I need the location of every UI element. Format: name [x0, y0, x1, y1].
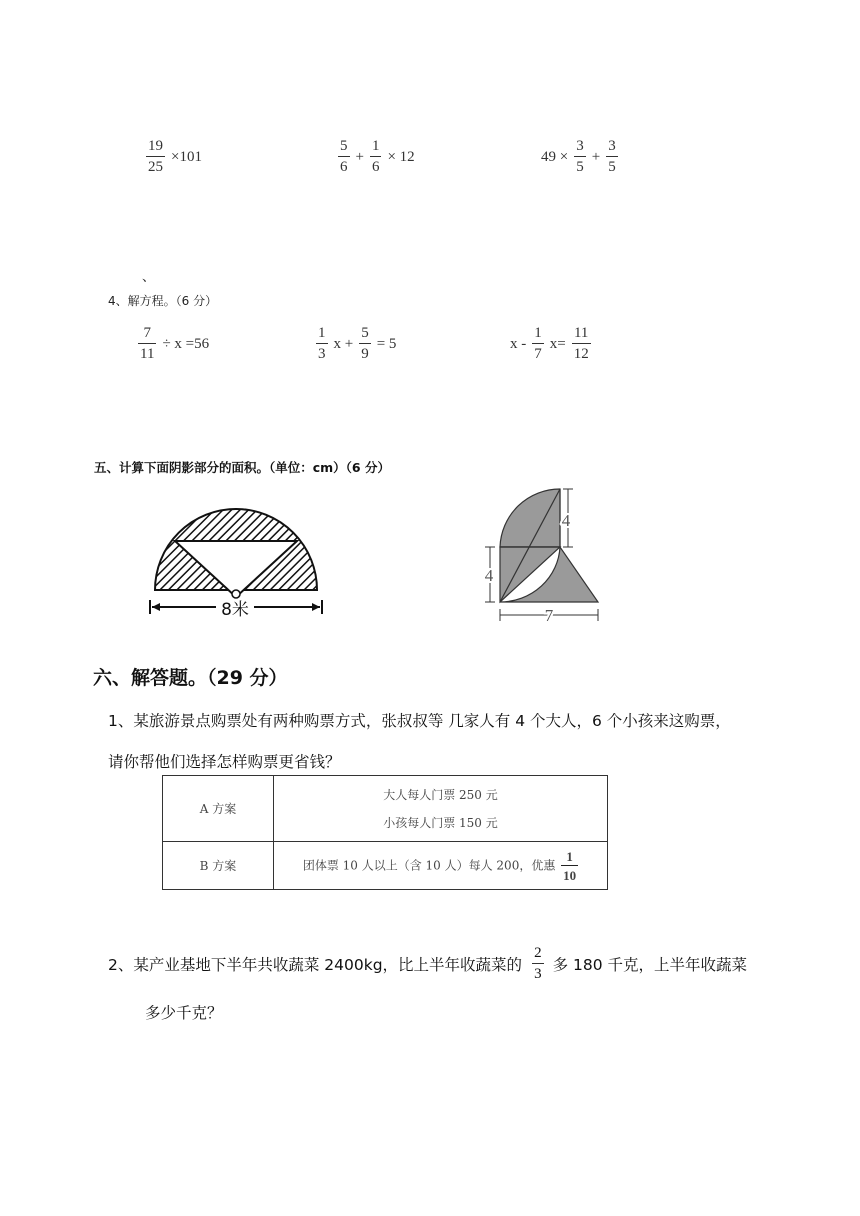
option-b-details: 团体票 10 人以上（含 10 人）每人 200，优惠 $\frac{1}{10}$: [274, 842, 608, 890]
dimension-label: 8米: [221, 600, 249, 620]
equation-2: $\frac{1}{3}$ x + $\frac{5}{9}$ = 5: [318, 325, 397, 362]
upper-quarter-circle: [500, 489, 560, 547]
stray-mark: 、: [142, 270, 156, 285]
fraction: $\frac{11}{12}$: [573, 325, 589, 362]
calc-expression-1: $\frac{19}{25}$ ×101: [148, 138, 202, 175]
discount-fraction: $\frac{1}{10}$: [563, 848, 577, 883]
equation-3: x - $\frac{1}{7}$ x= $\frac{11}{12}$: [510, 325, 589, 362]
dimension-label-top: 4: [561, 511, 571, 530]
fraction: $\frac{7}{11}$: [140, 325, 155, 362]
dimension-label-bottom: 7: [544, 606, 554, 625]
option-a-label: A 方案: [163, 776, 274, 842]
fraction: $\frac{1}{3}$: [318, 325, 326, 362]
option-b-label: B 方案: [163, 842, 274, 890]
q1-text-line2: 请你帮他们选择怎样购票更省钱？: [108, 753, 341, 771]
quarter-circle-figure: [478, 486, 608, 626]
fraction: $\frac{5}{9}$: [361, 325, 369, 362]
fraction: $\frac{5}{6}$: [340, 138, 348, 175]
table-row: [163, 776, 608, 842]
section5-title: 五、计算下面阴影部分的面积。（单位：cm）（6 分）: [94, 460, 390, 475]
q2-text-line1: 2、某产业基地下半年共收蔬菜 2400kg，比上半年收蔬菜的 $\frac{2}{3}$ 多 180 千克，上半年收蔬菜: [108, 945, 748, 982]
table-row: [163, 842, 608, 890]
fraction: $\frac{1}{7}$: [534, 325, 542, 362]
dimension-label-left: 4: [484, 566, 494, 585]
fraction: $\frac{1}{6}$: [371, 138, 380, 175]
fraction: $\frac{19}{25}$: [148, 138, 163, 175]
section6-title: 六、解答题。（29 分）: [93, 667, 288, 689]
option-a-details: 大人每人门票 250 元 小孩每人门票 150 元: [274, 776, 608, 842]
calc-expression-2: $\frac{5}{6}$ + $\frac{1}{6}$ × 12: [340, 138, 415, 175]
q4-title: 4、解方程。（6 分）: [108, 294, 218, 308]
fraction-two-thirds: $\frac{2}{3}$: [534, 945, 542, 982]
ticket-options-table: [162, 775, 608, 890]
q2-text-line2: 多少千克？: [145, 1004, 223, 1022]
calc-expression-3: 49 × $\frac{3}{5}$ + $\frac{3}{5}$: [541, 138, 616, 175]
equation-1: $\frac{7}{11}$ ÷ x =56: [140, 325, 210, 362]
semicircle-figure: [146, 484, 328, 620]
fraction: $\frac{3}{5}$: [608, 138, 616, 175]
center-point: [232, 590, 240, 598]
fraction: $\frac{3}{5}$: [576, 138, 584, 175]
q1-text-line1: 1、某旅游景点购票处有两种购票方式，张叔叔等 几家人有 4 个大人，6 个小孩来这购票，: [108, 712, 731, 730]
